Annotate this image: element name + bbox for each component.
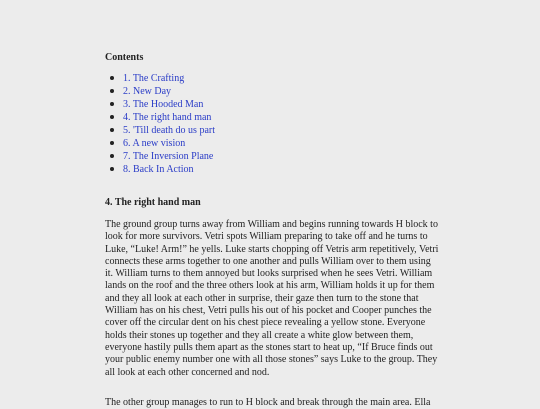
toc-link-the-crafting[interactable]: 1. The Crafting	[123, 73, 185, 84]
bullet-icon	[110, 115, 114, 119]
toc-link-till-death-do-us-part[interactable]: 5. 'Till death do us part	[123, 125, 215, 136]
bullet-icon	[110, 167, 114, 171]
toc-link-the-inversion-plane[interactable]: 7. The Inversion Plane	[123, 151, 214, 162]
toc-link-back-in-action[interactable]: 8. Back In Action	[123, 164, 194, 175]
bullet-icon	[110, 89, 114, 93]
table-of-contents	[105, 72, 215, 176]
toc-item-3	[105, 98, 215, 111]
toc-item-1	[105, 72, 215, 85]
bullet-icon	[110, 154, 114, 158]
toc-link-a-new-vision[interactable]: 6. A new vision	[123, 138, 186, 149]
toc-item-2	[105, 85, 215, 98]
toc-link-the-right-hand-man[interactable]: 4. The right hand man	[123, 112, 212, 123]
contents-heading: Contents	[105, 52, 144, 63]
toc-item-8	[105, 163, 215, 176]
toc-item-5	[105, 124, 215, 137]
toc-link-the-hooded-man[interactable]: 3. The Hooded Man	[123, 99, 204, 110]
chapter-title: 4. The right hand man	[105, 197, 201, 208]
bullet-icon	[110, 128, 114, 132]
toc-item-4	[105, 111, 215, 124]
bullet-icon	[110, 76, 114, 80]
toc-link-new-day[interactable]: 2. New Day	[123, 86, 172, 97]
chapter-paragraph: The other group manages to run to H block and break through the main area. Ella	[105, 397, 431, 408]
bullet-icon	[110, 102, 114, 106]
bullet-icon	[110, 141, 114, 145]
toc-item-6	[105, 137, 215, 150]
chapter-paragraph: The ground group turns away from William and begins running towards H block to look for more survivors. Vetri spots William preparing to take off and he turns to Luke, “Luke! Arm!” he yells. Luke starts chopping off Vetris arm repetitively, Vetri connects these arms together to one another and pulls William over to them using it. William turns to them annoyed but looks surprised when he sees Vetri. William lands on the roof and the three others look at his arm, William holds it up for them and they all look at each other in surprise, their gaze then turn to the stone that William has on his chest, Vetri pulls his out of his pocket and Cooper punches the cover off the circular dent on his chest piece revealing a yellow stone. Everyone holds their stones up together and they all create a white glow between them, everyone hastily pulls them apart as the stones start to heat up, “If Bruce finds out your public enemy number one with all those stones” says Luke to the group. They all look at each other concerned and nod.	[105, 219, 439, 378]
toc-item-7	[105, 150, 215, 163]
